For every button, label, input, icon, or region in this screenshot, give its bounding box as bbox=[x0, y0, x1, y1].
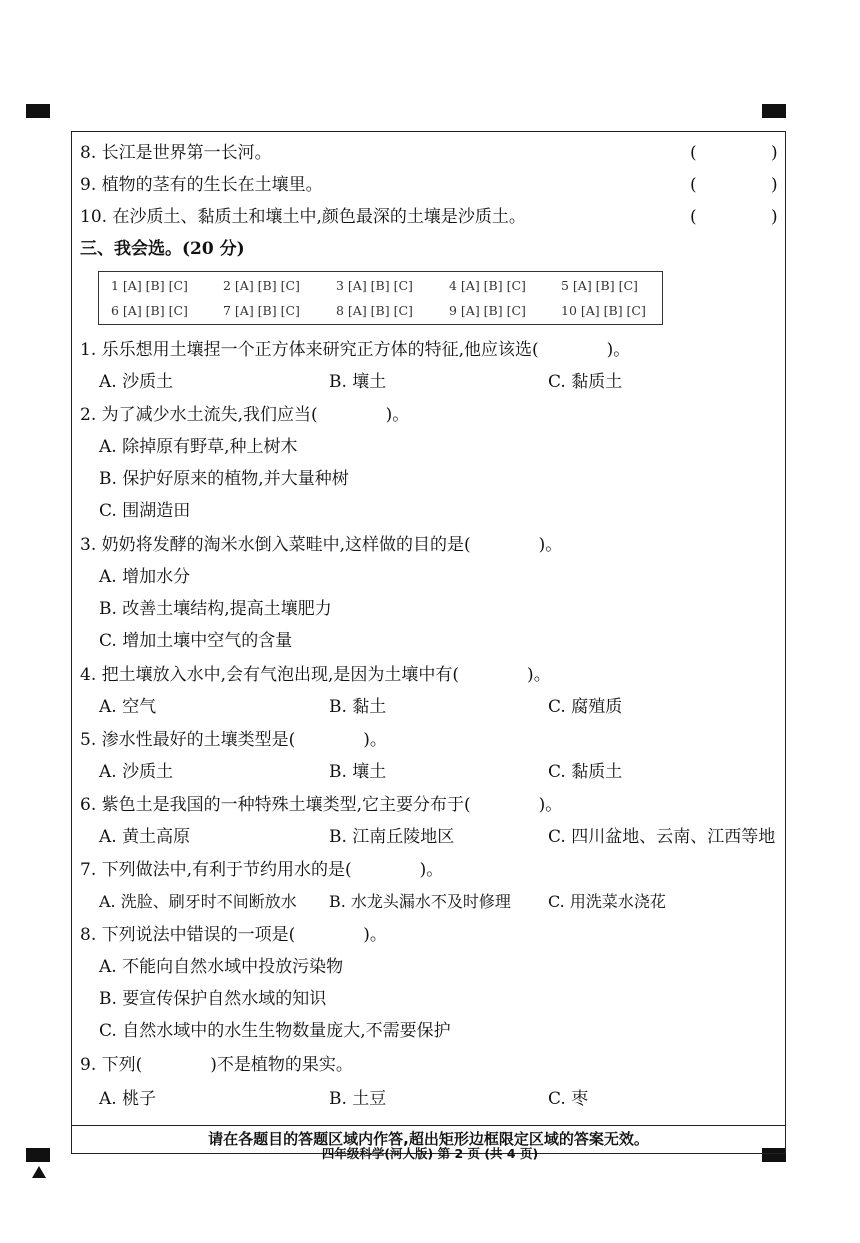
answer-slot-10[interactable]: 10 [A] [B] [C] bbox=[561, 303, 646, 318]
judge-item-10: 10. 在沙质土、黏质土和壤土中,颜色最深的土壤是沙质土。 bbox=[80, 207, 526, 227]
q8-option-b: B. 要宣传保护自然水域的知识 bbox=[99, 989, 327, 1009]
q6-option-b: B. 江南丘陵地区 bbox=[329, 827, 455, 847]
q7-option-a: A. 洗脸、刷牙时不间断放水 bbox=[99, 892, 297, 911]
q3-option-a: A. 增加水分 bbox=[99, 567, 191, 587]
q4-option-a: A. 空气 bbox=[99, 697, 157, 717]
triangle-mark-bottom-left bbox=[32, 1166, 46, 1178]
answer-slot-9[interactable]: 9 [A] [B] [C] bbox=[449, 303, 526, 318]
answer-slot-3[interactable]: 3 [A] [B] [C] bbox=[336, 278, 413, 293]
answer-region-notice: 请在各题目的答题区域内作答,超出矩形边框限定区域的答案无效。 bbox=[71, 1125, 786, 1154]
section-title: 三、我会选。(20 分) bbox=[80, 239, 245, 259]
q5-option-a: A. 沙质土 bbox=[99, 762, 174, 782]
q7-option-b: B. 水龙头漏水不及时修理 bbox=[329, 892, 511, 911]
question-6-stem: 6. 紫色土是我国的一种特殊土壤类型,它主要分布于( )。 bbox=[80, 795, 563, 815]
q5-option-c: C. 黏质土 bbox=[548, 762, 623, 782]
judge-item-9: 9. 植物的茎有的生长在土壤里。 bbox=[80, 175, 323, 195]
q9-option-c: C. 枣 bbox=[548, 1089, 589, 1109]
question-9-stem: 9. 下列( )不是植物的果实。 bbox=[80, 1055, 353, 1075]
registration-mark-top-right bbox=[762, 104, 786, 118]
answer-slot-8[interactable]: 8 [A] [B] [C] bbox=[336, 303, 413, 318]
q4-option-b: B. 黏土 bbox=[329, 697, 387, 717]
answer-slot-6[interactable]: 6 [A] [B] [C] bbox=[111, 303, 188, 318]
q1-option-a: A. 沙质土 bbox=[99, 372, 174, 392]
q8-option-c: C. 自然水域中的水生生物数量庞大,不需要保护 bbox=[99, 1021, 451, 1041]
judge-paren-close-10[interactable]: ) bbox=[771, 207, 778, 227]
q2-option-c: C. 围湖造田 bbox=[99, 501, 191, 521]
q7-option-c: C. 用洗菜水浇花 bbox=[548, 892, 666, 911]
q9-option-b: B. 土豆 bbox=[329, 1089, 387, 1109]
q1-option-c: C. 黏质土 bbox=[548, 372, 623, 392]
answer-slot-1[interactable]: 1 [A] [B] [C] bbox=[111, 278, 188, 293]
question-8-stem: 8. 下列说法中错误的一项是( )。 bbox=[80, 925, 387, 945]
judge-paren-open-9[interactable]: ( bbox=[690, 175, 697, 195]
q3-option-c: C. 增加土壤中空气的含量 bbox=[99, 631, 293, 651]
judge-paren-close-8[interactable]: ) bbox=[771, 143, 778, 163]
q3-option-b: B. 改善土壤结构,提高土壤肥力 bbox=[99, 599, 332, 619]
question-3-stem: 3. 奶奶将发酵的淘米水倒入菜畦中,这样做的目的是( )。 bbox=[80, 535, 563, 555]
answer-slot-7[interactable]: 7 [A] [B] [C] bbox=[223, 303, 300, 318]
judge-item-8: 8. 长江是世界第一长河。 bbox=[80, 143, 272, 163]
q2-option-a: A. 除掉原有野草,种上树木 bbox=[99, 437, 298, 457]
q4-option-c: C. 腐殖质 bbox=[548, 697, 623, 717]
judge-paren-close-9[interactable]: ) bbox=[771, 175, 778, 195]
page-footer: 四年级科学(河人版) 第 2 页 (共 4 页) bbox=[321, 1146, 539, 1161]
q6-option-c: C. 四川盆地、云南、江西等地 bbox=[548, 827, 776, 847]
judge-paren-open-10[interactable]: ( bbox=[690, 207, 697, 227]
q9-option-a: A. 桃子 bbox=[99, 1089, 157, 1109]
answer-slot-2[interactable]: 2 [A] [B] [C] bbox=[223, 278, 300, 293]
question-1-stem: 1. 乐乐想用土壤捏一个正方体来研究正方体的特征,他应该选( )。 bbox=[80, 340, 631, 360]
q1-option-b: B. 壤土 bbox=[329, 372, 387, 392]
question-7-stem: 7. 下列做法中,有利于节约用水的是( )。 bbox=[80, 860, 444, 880]
q2-option-b: B. 保护好原来的植物,并大量种树 bbox=[99, 469, 349, 489]
question-5-stem: 5. 渗水性最好的土壤类型是( )。 bbox=[80, 730, 387, 750]
judge-paren-open-8[interactable]: ( bbox=[690, 143, 697, 163]
question-2-stem: 2. 为了减少水土流失,我们应当( )。 bbox=[80, 405, 410, 425]
q6-option-a: A. 黄土高原 bbox=[99, 827, 191, 847]
question-4-stem: 4. 把土壤放入水中,会有气泡出现,是因为土壤中有( )。 bbox=[80, 665, 551, 685]
answer-slot-5[interactable]: 5 [A] [B] [C] bbox=[561, 278, 638, 293]
registration-mark-top-left bbox=[26, 104, 50, 118]
q5-option-b: B. 壤土 bbox=[329, 762, 387, 782]
q8-option-a: A. 不能向自然水域中投放污染物 bbox=[99, 957, 344, 977]
answer-slot-4[interactable]: 4 [A] [B] [C] bbox=[449, 278, 526, 293]
answer-sheet-grid bbox=[98, 271, 663, 325]
